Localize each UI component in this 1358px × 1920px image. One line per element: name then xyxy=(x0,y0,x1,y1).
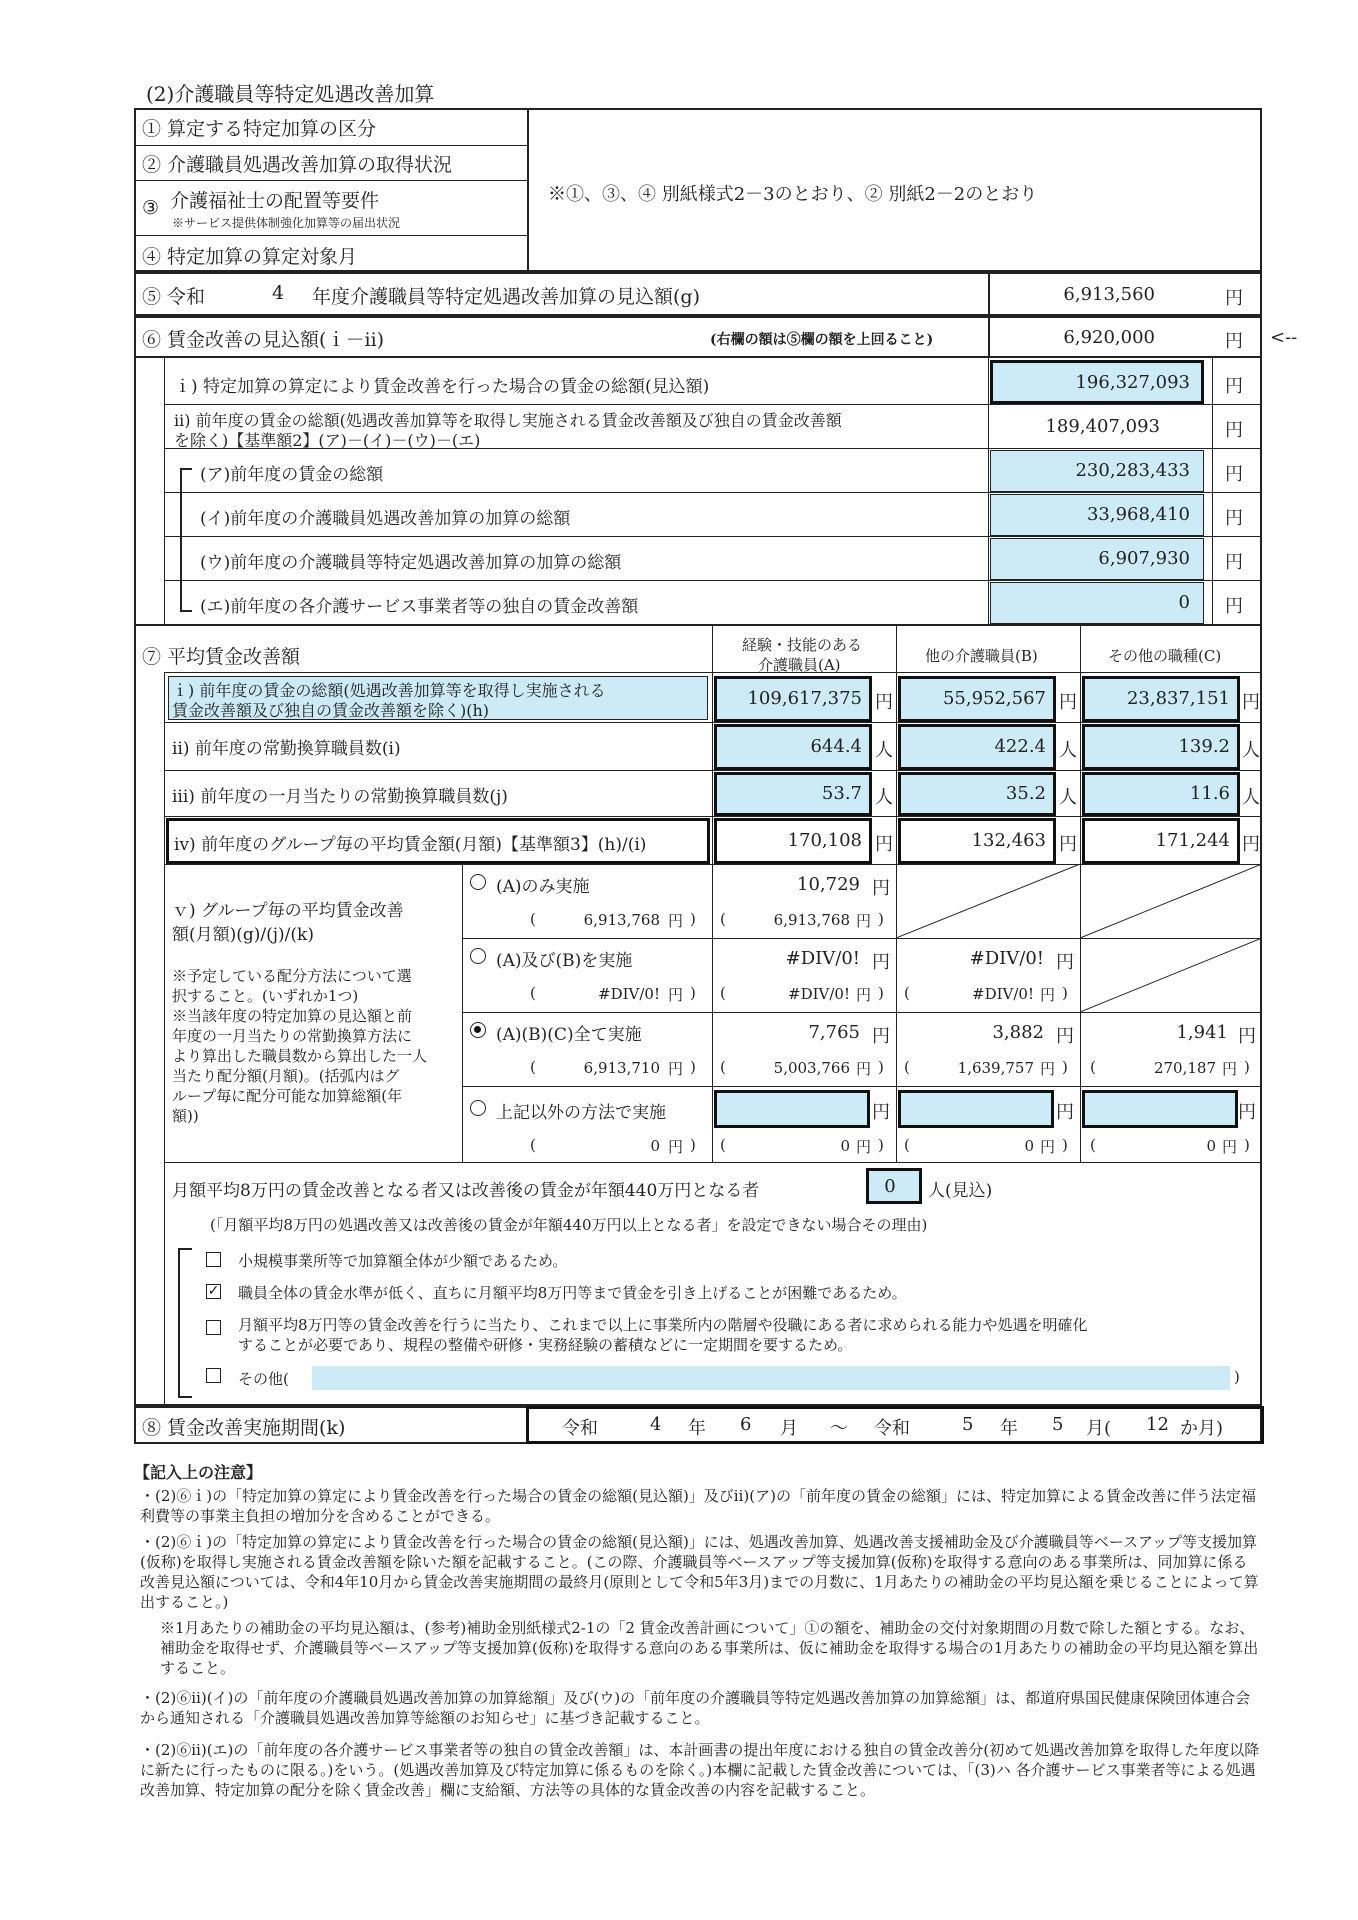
reason-other-close: ) xyxy=(1234,1368,1240,1386)
paren-close: ) xyxy=(1244,1136,1250,1154)
yen-unit: 円 xyxy=(872,878,890,899)
yen-unit: 円 xyxy=(856,1138,872,1156)
period-nen-start: 年 xyxy=(688,1418,706,1439)
r6-item-ii-label: ⅱ) 前年度の賃金の総額(処遇改善加算等を取得し実施される賃金改善額及び独自の賃金改善額 xyxy=(174,411,842,430)
period-tsuki-end: 月( xyxy=(1086,1418,1112,1439)
r6-item-c-label: (ウ)前年度の介護職員等特定処遇改善加算の加算の総額 xyxy=(200,553,622,573)
yen-unit: 円 xyxy=(872,1026,890,1047)
eighty-unit: 人(見込) xyxy=(928,1181,993,1201)
r7-row-iv-label: ⅳ) 前年度のグループ毎の平均賃金額(月額)【基準額3】(h)/(i) xyxy=(174,835,647,855)
col-c-header: その他の職種(C) xyxy=(1108,647,1222,665)
option-a-only-a-value: 10,729 xyxy=(797,874,860,895)
option-a-b-a-value: #DIV/0! xyxy=(785,948,860,969)
paren-close: ) xyxy=(690,984,696,1002)
paren-close: ) xyxy=(1062,1136,1068,1154)
r7-ii-b-unit: 人 xyxy=(1059,740,1077,761)
yen-unit: 円 xyxy=(1056,952,1074,973)
yen-unit: 円 xyxy=(1040,1138,1056,1156)
eighty-label: 月額平均8万円の賃金改善となる者又は改善後の賃金が年額440万円となる者 xyxy=(172,1181,760,1201)
reason-other-input[interactable] xyxy=(312,1366,1230,1390)
option-a-only-label: (A)のみ実施 xyxy=(496,877,590,897)
period-tsuki-start: 月 xyxy=(780,1418,798,1439)
v-label-1: ｖ) グループ毎の平均賃金改善 xyxy=(172,901,404,921)
v-note-line: 年度の一月当たりの常勤換算方法に xyxy=(172,1027,413,1045)
period-months: 12 xyxy=(1146,1414,1169,1435)
r6-item-ii-value: 189,407,093 xyxy=(1045,416,1160,437)
paren-open: ( xyxy=(904,1058,910,1076)
paren-close: ) xyxy=(1062,1058,1068,1076)
option-all-a-sub: 5,003,766 xyxy=(773,1059,850,1077)
r6-item-c-unit: 円 xyxy=(1225,552,1243,573)
col-b-header: 他の介護職員(B) xyxy=(925,647,1038,665)
row5-unit: 円 xyxy=(1225,288,1243,309)
r6-item-d-unit: 円 xyxy=(1225,596,1243,617)
option-a-b-b-value: #DIV/0! xyxy=(969,948,1044,969)
r7-iii-c-value: 11.6 xyxy=(1189,783,1230,804)
r7-iv-c-unit: 円 xyxy=(1242,834,1260,855)
r6-item-c-value: 6,907,930 xyxy=(1098,548,1190,569)
r6-item-ii-label2: を除く)【基準額2】(ア)－(イ)－(ウ)－(エ) xyxy=(174,431,481,450)
reason-other-label: その他( xyxy=(238,1370,289,1388)
r7-i-b-value: 55,952,567 xyxy=(942,688,1046,709)
option-all-a-value: 7,765 xyxy=(808,1022,860,1043)
option-a-only-a-sub: 6,913,768 xyxy=(773,911,850,929)
r7-ii-a-value: 644.4 xyxy=(810,736,862,757)
v-note-line: ※当該年度の特定加算の見込額と前 xyxy=(172,1007,413,1025)
r7-iv-a-unit: 円 xyxy=(875,834,893,855)
option-all-c-value: 1,941 xyxy=(1176,1022,1228,1043)
row5-label-a: ⑤ 令和 xyxy=(142,286,206,308)
option-other-a-field[interactable] xyxy=(714,1090,870,1128)
option-a-b-radio[interactable] xyxy=(470,948,486,964)
yen-unit: 円 xyxy=(668,986,684,1004)
yen-unit: 円 xyxy=(1040,1060,1056,1078)
option-all-b-sub: 1,639,757 xyxy=(957,1059,1034,1077)
reason-clarify-label: 月額平均8万円等の賃金改善を行うに当たり、これまで以上に事業所内の階層や役職にある者に求められる能力や処遇を明確化 xyxy=(238,1316,1088,1334)
option-a-b-total: #DIV/0! xyxy=(598,985,660,1003)
yen-unit: 円 xyxy=(856,912,872,930)
v-note-line: 額)) xyxy=(172,1107,199,1125)
r7-row-ii-label: ⅱ) 前年度の常勤換算職員数(i) xyxy=(172,739,401,759)
option-a-only-radio[interactable] xyxy=(470,874,486,890)
yen-unit: 円 xyxy=(1238,1102,1256,1123)
row7-label: ⑦ 平均賃金改善額 xyxy=(142,646,301,668)
note-2: ・(2)⑥ｉ)の「特定加算の算定により賃金改善を行った場合の賃金の総額(見込額)」には、処遇改善加算、処遇改善支援補助金及び介護職員等ベースアップ等支援加算(仮称)を取得し実施される賃金改善額を除いた額を記載すること。(この際、介護職員等ベースアップ等支援加算(仮称)を取得する意向のある事業所は、同加算に係る改善見込額については、令和4年10月から賃金改善実施期間の最終月(原則として令和5年3月)までの月数に、1月あたりの補助金の平均見込額を乗じることによって算出すること。) xyxy=(140,1533,1259,1611)
period-kagetsu: か月) xyxy=(1180,1418,1224,1439)
period-tilde: ～ xyxy=(830,1418,848,1439)
yen-unit: 円 xyxy=(856,986,872,1004)
yen-unit: 円 xyxy=(872,952,890,973)
r7-i-a-value: 109,617,375 xyxy=(747,688,862,709)
reason-low-wage-label: 職員全体の賃金水準が低く、直ちに月額平均8万円等まで賃金を引き上げることが困難であるため。 xyxy=(238,1284,907,1302)
paren-open: ( xyxy=(530,1058,536,1076)
paren-close: ) xyxy=(1062,984,1068,1002)
row5-year: 4 xyxy=(272,282,285,304)
rows-1-4-note: ※①、③、④ 別紙様式2－3のとおり、② 別紙2－2のとおり xyxy=(548,184,1038,205)
r6-item-a-unit: 円 xyxy=(1225,464,1243,485)
r6-item-i-label: ｉ) 特定加算の算定により賃金改善を行った場合の賃金の総額(見込額) xyxy=(174,377,710,397)
yen-unit: 円 xyxy=(872,1102,890,1123)
row6-arrow: <-- xyxy=(1270,327,1298,348)
r6-item-b-unit: 円 xyxy=(1225,508,1243,529)
v-note-line: より算出した職員数から算出した一人 xyxy=(172,1047,428,1065)
r7-iii-b-value: 35.2 xyxy=(1005,783,1046,804)
paren-open: ( xyxy=(904,1136,910,1154)
r7-row-iii-label: ⅲ) 前年度の一月当たりの常勤換算職員数(j) xyxy=(172,787,508,807)
r7-ii-c-unit: 人 xyxy=(1242,740,1260,761)
section-title: (2)介護職員等特定処遇改善加算 xyxy=(146,82,435,106)
yen-unit: 円 xyxy=(668,912,684,930)
r7-iii-a-value: 53.7 xyxy=(821,783,862,804)
eighty-value: 0 xyxy=(884,1176,896,1197)
reason-low-wage-checkbox[interactable]: ✓ xyxy=(207,1283,220,1299)
option-all-b-value: 3,882 xyxy=(992,1022,1044,1043)
option-other-b-field[interactable] xyxy=(898,1090,1054,1128)
option-other-b-sub: 0 xyxy=(1024,1137,1034,1155)
paren-close: ) xyxy=(690,1136,696,1154)
r6-item-i-unit: 円 xyxy=(1225,376,1243,397)
note-1: ・(2)⑥ｉ)の「特定加算の算定により賃金改善を行った場合の賃金の総額(見込額)」及びⅱ)(ア)の「前年度の賃金の総額」には、特定加算による賃金改善に伴う法定福利費等の事業主負担の増加分を含めることができる。 xyxy=(140,1487,1256,1525)
row4-label: ④ 特定加算の算定対象月 xyxy=(142,246,358,268)
v-note-line: 択すること。(いずれか1つ) xyxy=(172,987,359,1005)
reason-clarify-label2: することが必要であり、規程の整備や研修・実務経験の蓄積などに一定期間を要するため。 xyxy=(238,1336,853,1354)
row6-note: (右欄の額は⑤欄の額を上回ること) xyxy=(710,332,934,348)
r7-iii-b-unit: 人 xyxy=(1059,787,1077,808)
row6-value: 6,920,000 xyxy=(1063,327,1155,348)
r6-item-b-value: 33,968,410 xyxy=(1086,504,1190,525)
row3-label: 介護福祉士の配置等要件 xyxy=(170,190,380,212)
row3-num: ③ xyxy=(142,197,160,219)
row5-label-b: 年度介護職員等特定処遇改善加算の見込額(g) xyxy=(312,286,700,308)
paren-close: ) xyxy=(878,1058,884,1076)
yen-unit: 円 xyxy=(1040,986,1056,1004)
yen-unit: 円 xyxy=(1222,1060,1238,1078)
paren-open: ( xyxy=(1090,1136,1096,1154)
paren-open: ( xyxy=(530,910,536,928)
period-month-start: 6 xyxy=(740,1414,752,1435)
col-a-header-2: 介護職員(A) xyxy=(758,656,841,674)
yen-unit: 円 xyxy=(1222,1138,1238,1156)
r7-i-c-unit: 円 xyxy=(1242,692,1260,713)
reason-small-label: 小規模事業所等で加算額全体が少額であるため。 xyxy=(238,1252,568,1270)
paren-open: ( xyxy=(530,1136,536,1154)
period-era-end: 令和 xyxy=(874,1418,910,1439)
col-a-header-1: 経験・技能のある xyxy=(742,636,863,654)
period-era-start: 令和 xyxy=(562,1418,598,1439)
r7-iv-b-unit: 円 xyxy=(1059,834,1077,855)
yen-unit: 円 xyxy=(1056,1026,1074,1047)
v-note-line: ループ毎に配分可能な加算総額(年 xyxy=(172,1087,403,1105)
option-other-label: 上記以外の方法で実施 xyxy=(496,1103,666,1123)
option-all-radio[interactable] xyxy=(470,1022,486,1038)
option-other-radio[interactable] xyxy=(470,1100,486,1116)
r7-ii-b-value: 422.4 xyxy=(994,736,1046,757)
option-all-label: (A)(B)(C)全て実施 xyxy=(496,1025,642,1045)
option-other-total: 0 xyxy=(650,1137,660,1155)
v-note xyxy=(172,966,462,1126)
paren-close: ) xyxy=(878,984,884,1002)
period-month-end: 5 xyxy=(1052,1414,1064,1435)
paren-close: ) xyxy=(878,1136,884,1154)
r6-item-a-label: (ア)前年度の賃金の総額 xyxy=(200,465,384,485)
r7-iii-a-unit: 人 xyxy=(875,787,893,808)
paren-open: ( xyxy=(904,984,910,1002)
yen-unit: 円 xyxy=(856,1060,872,1078)
period-year-start: 4 xyxy=(650,1414,662,1435)
note-4: ・(2)⑥ⅱ)(イ)の「前年度の介護職員処遇改善加算の加算総額」及び(ウ)の「前年度の介護職員等特定処遇改善加算の加算総額」は、都道府県国民健康保険団体連合会から通知される「介護職員処遇改善加算等総額のお知らせ」に基づき記載すること。 xyxy=(140,1689,1251,1727)
yen-unit: 円 xyxy=(1238,1026,1256,1047)
period-nen-end: 年 xyxy=(1000,1418,1018,1439)
r7-i-b-unit: 円 xyxy=(1059,692,1077,713)
reason-small-checkbox[interactable] xyxy=(206,1252,221,1267)
option-other-c-sub: 0 xyxy=(1206,1137,1216,1155)
row5-value: 6,913,560 xyxy=(1063,284,1155,305)
v-note-line: ※予定している配分方法について選 xyxy=(172,967,412,985)
option-a-b-na-diagonal xyxy=(1080,938,1262,1012)
paren-open: ( xyxy=(720,910,726,928)
r7-iii-c-unit: 人 xyxy=(1242,787,1260,808)
paren-open: ( xyxy=(530,984,536,1002)
option-all-total: 6,913,710 xyxy=(583,1059,660,1077)
r7-i-c-value: 23,837,151 xyxy=(1126,688,1230,709)
notes-title: 【記入上の注意】 xyxy=(134,1463,263,1482)
paren-open: ( xyxy=(1090,1058,1096,1076)
option-a-b-label: (A)及び(B)を実施 xyxy=(496,951,633,971)
row2-label: ② 介護職員処遇改善加算の取得状況 xyxy=(142,154,453,176)
r7-ii-c-value: 139.2 xyxy=(1178,736,1230,757)
r6-item-d-label: (エ)前年度の各介護サービス事業者等の独自の賃金改善額 xyxy=(200,597,639,617)
paren-close: ) xyxy=(1244,1058,1250,1076)
note-3: ※1月あたりの補助金の平均見込額は、(参考)補助金別紙様式2-1の「2 賃金改善計画について」①の額を、補助金の交付対象期間の月数で除した額とする。なお、補助金を取得せず、介護職員等ベースアップ等支援加算(仮称)を取得する意向のある事業所は、仮に補助金を取得する場合の1月あたりの補助金の平均見込額を算出すること。 xyxy=(160,1619,1259,1677)
reason-label: (「月額平均8万円の処遇改善又は改善後の賃金が年額440万円以上となる者」を設定できない場合その理由) xyxy=(210,1216,928,1234)
option-a-only-total: 6,913,768 xyxy=(583,911,660,929)
paren-close: ) xyxy=(690,1058,696,1076)
r7-row-i-label2: 賃金改善額及び独自の賃金改善額を除く)(h) xyxy=(172,701,490,720)
reason-clarify-checkbox[interactable] xyxy=(206,1320,221,1335)
reason-other-checkbox[interactable] xyxy=(206,1368,221,1383)
option-a-b-a-sub: #DIV/0! xyxy=(788,985,850,1003)
paren-close: ) xyxy=(690,910,696,928)
r6-item-d-value: 0 xyxy=(1178,592,1190,613)
paren-open: ( xyxy=(720,1136,726,1154)
r6-item-a-value: 230,283,433 xyxy=(1075,460,1190,481)
v-label-2: 額(月額)(g)/(j)/(k) xyxy=(172,925,314,945)
v-note-line: 当たり配分額(月額)。(括弧内はグ xyxy=(172,1067,400,1085)
row6-unit: 円 xyxy=(1225,331,1243,352)
option-other-a-sub: 0 xyxy=(840,1137,850,1155)
row6-label: ⑥ 賃金改善の見込額(ｉ－ⅱ) xyxy=(142,329,385,351)
row8-label: ⑧ 賃金改善実施期間(k) xyxy=(142,1417,346,1439)
option-all-c-sub: 270,187 xyxy=(1153,1059,1216,1077)
r6-item-b-label: (イ)前年度の介護職員処遇改善加算の加算の総額 xyxy=(200,509,571,529)
row3-sub: ※サービス提供体制強化加算等の届出状況 xyxy=(172,216,401,230)
r7-row-i-label: ｉ) 前年度の賃金の総額(処遇改善加算等を取得し実施される xyxy=(172,681,606,700)
yen-unit: 円 xyxy=(668,1060,684,1078)
r7-i-a-unit: 円 xyxy=(875,692,893,713)
period-year-end: 5 xyxy=(962,1414,974,1435)
paren-close: ) xyxy=(878,910,884,928)
paren-open: ( xyxy=(720,1058,726,1076)
r6-item-i-value: 196,327,093 xyxy=(1075,372,1190,393)
r7-iv-c-value: 171,244 xyxy=(1155,830,1230,851)
r7-ii-a-unit: 人 xyxy=(875,740,893,761)
r6-item-ii-unit: 円 xyxy=(1225,420,1243,441)
note-5: ・(2)⑥ⅱ)(エ)の「前年度の各介護サービス事業者等の独自の賃金改善額」は、本計画書の提出年度における独自の賃金改善分(初めて処遇改善加算を取得した年度以降に新たに行ったものに限る。)をいう。(処遇改善加算及び特定加算に係るものを除く。)本欄に記載した賃金改善については、「(3)ハ 各介護サービス事業者等による処遇改善加算、特定加算の配分を除く賃金改善」欄に支給額、方法等の具体的な賃金改善の内容を記載すること。 xyxy=(140,1741,1260,1799)
r7-iv-b-value: 132,463 xyxy=(971,830,1046,851)
option-a-only-na-diagonal xyxy=(896,864,1262,938)
yen-unit: 円 xyxy=(668,1138,684,1156)
paren-open: ( xyxy=(720,984,726,1002)
option-a-b-b-sub: #DIV/0! xyxy=(972,985,1034,1003)
row1-label: ① 算定する特定加算の区分 xyxy=(142,118,377,140)
option-other-c-field[interactable] xyxy=(1082,1090,1238,1128)
yen-unit: 円 xyxy=(1056,1102,1074,1123)
r7-iv-a-value: 170,108 xyxy=(787,830,862,851)
